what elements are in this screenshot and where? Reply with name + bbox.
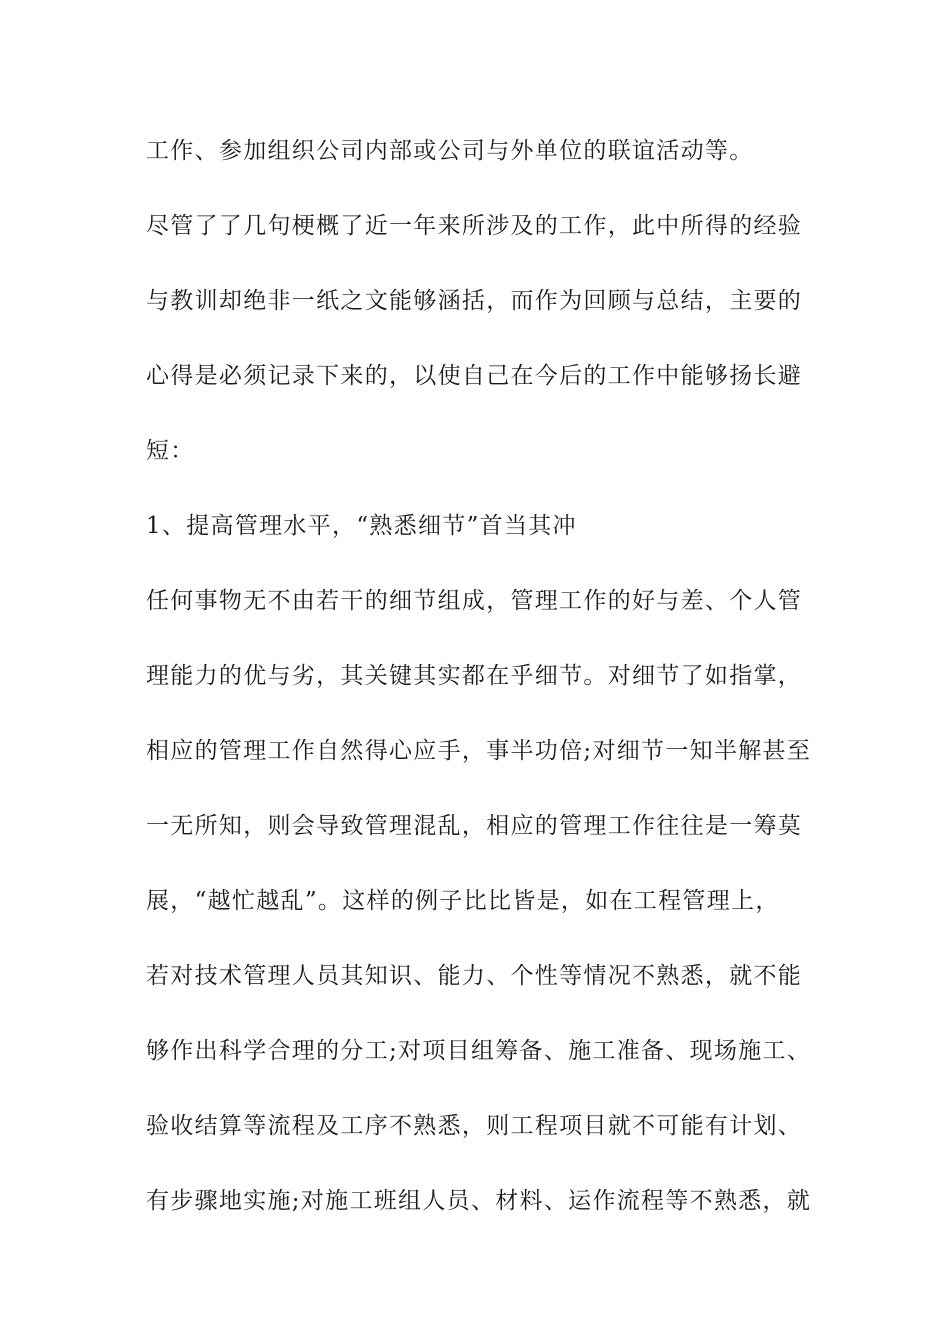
section-heading: 1、提高管理水平，“熟悉细节”首当其冲 [146,513,577,539]
text-line: 一无所知，则会导致管理混乱，相应的管理工作往往是一筹莫 [146,813,803,839]
text-line: 若对技术管理人员其知识、能力、个性等情况不熟悉，就不能 [146,963,803,989]
text-line: 有步骤地实施;对施工班组人员、材料、运作流程等不熟悉，就 [146,1188,812,1214]
text-line: 验收结算等流程及工序不熟悉，则工程项目就不可能有计划、 [146,1113,803,1139]
text-line: 短： [146,438,195,464]
text-line: 够作出科学合理的分工;对项目组筹备、施工准备、现场施工、 [146,1038,812,1064]
text-line: 尽管了了几句梗概了近一年来所涉及的工作，此中所得的经验 [146,213,803,239]
text-line: 与教训却绝非一纸之文能够涵括，而作为回顾与总结，主要的 [146,288,803,314]
text-line: 任何事物无不由若干的细节组成，管理工作的好与差、个人管 [146,588,803,614]
text-line: 理能力的优与劣，其关键其实都在乎细节。对细节了如指掌， [146,663,803,689]
text-line: 心得是必须记录下来的，以使自己在今后的工作中能够扬长避 [146,363,803,389]
text-line: 展，“越忙越乱”。这样的例子比比皆是，如在工程管理上， [146,888,780,914]
text-line: 相应的管理工作自然得心应手，事半功倍;对细节一知半解甚至 [146,738,812,764]
text-line: 工作、参加组织公司内部或公司与外单位的联谊活动等。 [146,138,754,164]
